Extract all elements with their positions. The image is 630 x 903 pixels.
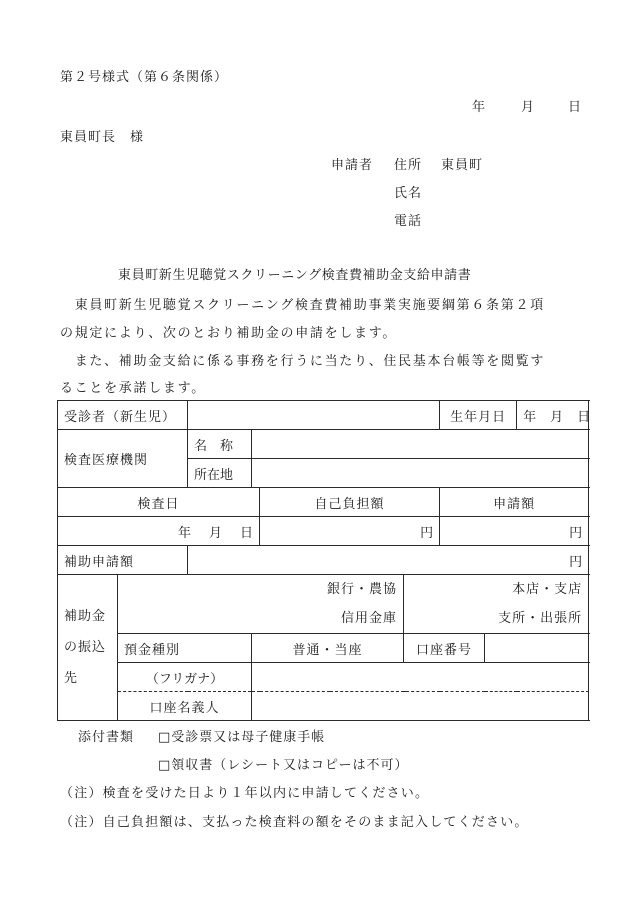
self-pay-yen: 円: [420, 525, 434, 541]
birthdate-label: 生年月日: [440, 401, 517, 430]
date-day-label: 日: [568, 100, 582, 115]
exam-month-label: 月: [208, 525, 222, 541]
date-month-label: 月: [521, 100, 535, 115]
transfer-label-line2: の振込: [64, 640, 107, 655]
name-label: 氏名: [394, 186, 423, 201]
exam-day-label: 日: [240, 525, 254, 541]
deposit-type-label: 預金種別: [118, 634, 252, 663]
institution-name-label: 名 称: [188, 430, 252, 459]
body-para2-line1: また、補助金支給に係る事務を行うに当たり、住民基本台帳等を閲覧す: [60, 354, 546, 369]
attachment-item-2: □領収書（レシート又はコピーは不可）: [158, 758, 409, 773]
branch-type-line1: 本店・支店: [512, 582, 583, 597]
subsidy-yen: 円: [569, 554, 583, 570]
bank-type-line1: 銀行・農協: [327, 582, 398, 597]
document-title: 東員町新生児聴覚スクリーニング検査費補助金支給申請書: [118, 268, 472, 283]
bank-name-field[interactable]: [118, 575, 404, 634]
row-institution-name: [58, 430, 589, 459]
attachment-item-1: □受診票又は母子健康手帳: [158, 730, 326, 745]
transfer-label-line3: 先: [64, 671, 79, 686]
form-number: 第２号様式（第６条関係）: [60, 70, 229, 85]
phone-label: 電話: [394, 214, 423, 229]
row-examinee: [58, 401, 589, 430]
request-amount-label: 申請額: [440, 488, 589, 517]
attachments-label: 添付書類: [78, 730, 135, 745]
applicant-label: 申請者: [331, 158, 374, 173]
address-label: 住所: [394, 158, 423, 173]
bank-type-line2: 信用金庫: [341, 611, 398, 626]
institution-location-field[interactable]: [252, 459, 589, 488]
request-amount-field[interactable]: [440, 517, 589, 546]
examinee-field[interactable]: [188, 401, 440, 430]
deposit-type-value[interactable]: 普通・当座: [252, 634, 404, 663]
institution-location-label: 所在地: [188, 459, 252, 488]
account-number-label: 口座番号: [404, 634, 485, 663]
furigana-field[interactable]: [252, 663, 589, 692]
birth-year-label: 年: [523, 409, 537, 425]
application-form-table: [57, 400, 589, 721]
row-account-holder: [58, 692, 589, 721]
transfer-label-line1: 補助金: [64, 609, 107, 624]
institution-label: 検査医療機関: [58, 430, 188, 488]
row-deposit: [58, 634, 589, 663]
request-yen: 円: [569, 525, 583, 541]
subsidy-request-label: 補助申請額: [58, 546, 188, 575]
self-pay-field[interactable]: [260, 517, 440, 546]
addressee: 東員町長 様: [60, 130, 145, 145]
exam-year-label: 年: [177, 525, 191, 541]
branch-type-line2: 支所・出張所: [498, 611, 583, 626]
note-2: （注）自己負担額は、支払った検査料の額をそのまま記入してください。: [60, 815, 529, 830]
birthdate-field[interactable]: [517, 401, 589, 430]
account-holder-field[interactable]: [252, 692, 589, 721]
row-amount-values: [58, 517, 589, 546]
row-subsidy-request: [58, 546, 589, 575]
body-para2-line2: ることを承諾します。: [60, 381, 206, 396]
branch-name-field[interactable]: [404, 575, 589, 634]
body-para1-line1: 東員町新生児聴覚スクリーニング検査費補助事業実施要綱第６条第２項: [60, 298, 545, 313]
account-number-field[interactable]: [485, 634, 589, 663]
account-holder-label: 口座名義人: [118, 692, 252, 721]
birth-month-label: 月: [550, 409, 564, 425]
date-year-label: 年: [472, 100, 486, 115]
row-furigana: [58, 663, 589, 692]
note-1: （注）検査を受けた日より１年以内に申請してください。: [60, 786, 430, 801]
address-value: 東員町: [441, 158, 484, 173]
examinee-label: 受診者（新生児）: [58, 401, 188, 430]
self-pay-label: 自己負担額: [260, 488, 440, 517]
row-amount-headers: [58, 488, 589, 517]
subsidy-request-field[interactable]: [188, 546, 589, 575]
exam-date-label: 検査日: [58, 488, 260, 517]
institution-name-field[interactable]: [252, 430, 589, 459]
birth-day-label: 日: [577, 409, 591, 425]
body-para1-line2: の規定により、次のとおり補助金の申請をします。: [60, 326, 398, 341]
transfer-destination-label: [58, 575, 118, 721]
furigana-label: （フリガナ）: [118, 663, 252, 692]
exam-date-field[interactable]: [58, 517, 260, 546]
